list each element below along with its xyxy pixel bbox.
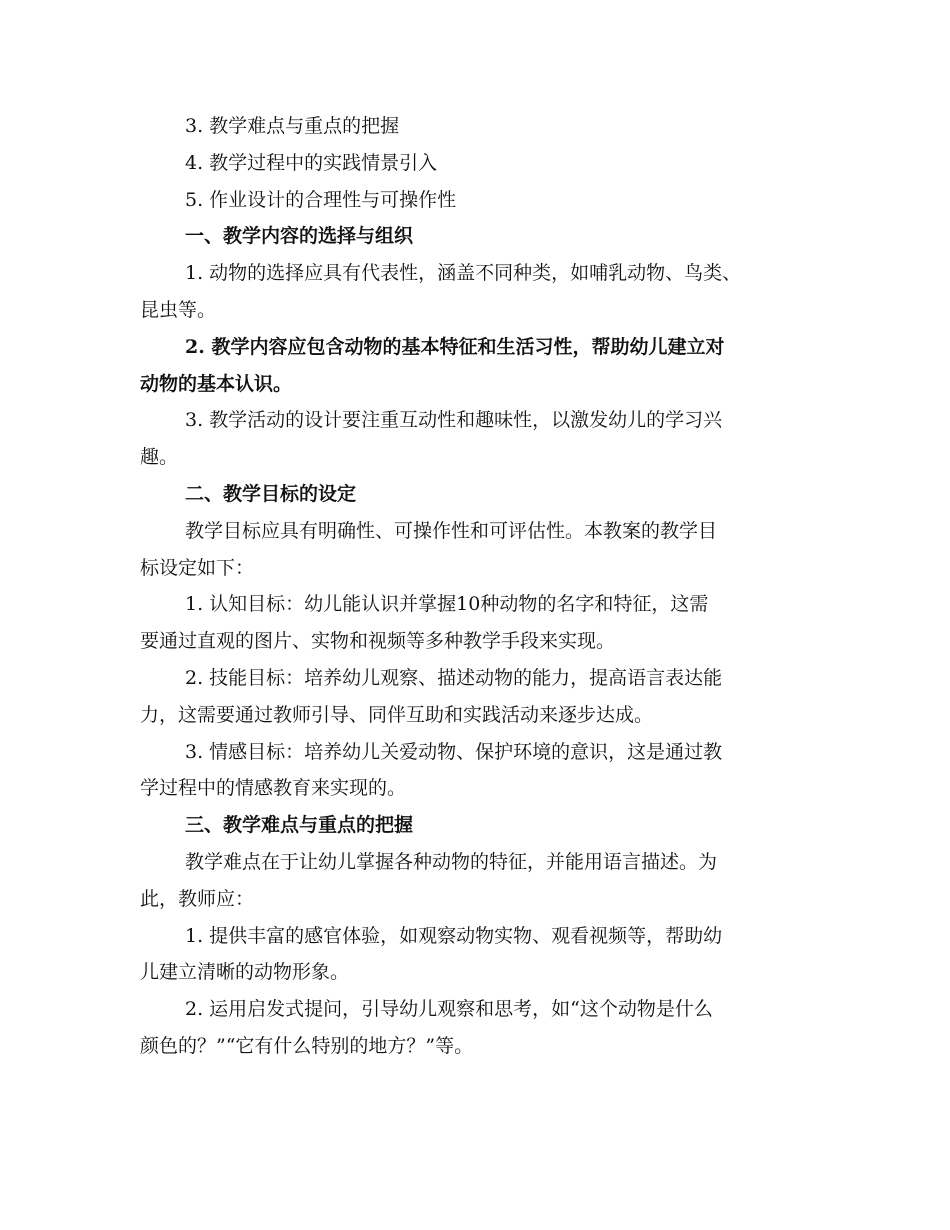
paragraph-line: 教学目标应具有明确性、可操作性和可评估性。本教案的教学目 bbox=[185, 519, 718, 542]
toc-item-5: 5. 作业设计的合理性与可操作性 bbox=[185, 188, 457, 211]
paragraph-line-bold: 动物的基本认识。 bbox=[140, 372, 293, 395]
paragraph-line: 1. 提供丰富的感官体验，如观察动物实物、观看视频等，帮助幼 bbox=[185, 924, 723, 947]
paragraph-line: 颜色的？”“它有什么特别的地方？”等。 bbox=[140, 1034, 474, 1057]
paragraph-line: 昆虫等。 bbox=[140, 298, 217, 321]
paragraph-line: 学过程中的情感教育来实现的。 bbox=[140, 777, 407, 800]
paragraph-line: 2. 运用启发式提问，引导幼儿观察和思考，如“这个动物是什么 bbox=[185, 998, 713, 1021]
paragraph-line: 2. 技能目标：培养幼儿观察、描述动物的能力，提高语言表达能 bbox=[185, 666, 723, 689]
paragraph-line: 1. 动物的选择应具有代表性，涵盖不同种类，如哺乳动物、鸟类、 bbox=[185, 262, 742, 285]
paragraph-line-bold: 2. 教学内容应包含动物的基本特征和生活习性，帮助幼儿建立对 bbox=[185, 335, 725, 358]
paragraph-line: 力，这需要通过教师引导、同伴互助和实践活动来逐步达成。 bbox=[140, 703, 654, 726]
paragraph-line: 教学难点在于让幼儿掌握各种动物的特征，并能用语言描述。为 bbox=[185, 850, 718, 873]
section-heading-1: 一、教学内容的选择与组织 bbox=[185, 225, 414, 248]
paragraph-line: 标设定如下： bbox=[140, 556, 255, 579]
toc-item-4: 4. 教学过程中的实践情景引入 bbox=[185, 151, 438, 174]
paragraph-line: 3. 教学活动的设计要注重互动性和趣味性，以激发幼儿的学习兴 bbox=[185, 409, 723, 432]
paragraph-line: 1. 认知目标：幼儿能认识并掌握10种动物的名字和特征，这需 bbox=[185, 593, 709, 616]
section-heading-3: 三、教学难点与重点的把握 bbox=[185, 814, 414, 837]
paragraph-line: 趣。 bbox=[140, 446, 179, 469]
paragraph-line: 3. 情感目标：培养幼儿关爱动物、保护环境的意识，这是通过教 bbox=[185, 740, 723, 763]
paragraph-line: 此，教师应： bbox=[140, 887, 255, 910]
paragraph-line: 要通过直观的图片、实物和视频等多种教学手段来实现。 bbox=[140, 630, 616, 653]
document-body bbox=[140, 108, 812, 1065]
section-heading-2: 二、教学目标的设定 bbox=[185, 482, 357, 505]
paragraph-line: 儿建立清晰的动物形象。 bbox=[140, 961, 350, 984]
toc-item-3: 3. 教学难点与重点的把握 bbox=[185, 115, 400, 137]
